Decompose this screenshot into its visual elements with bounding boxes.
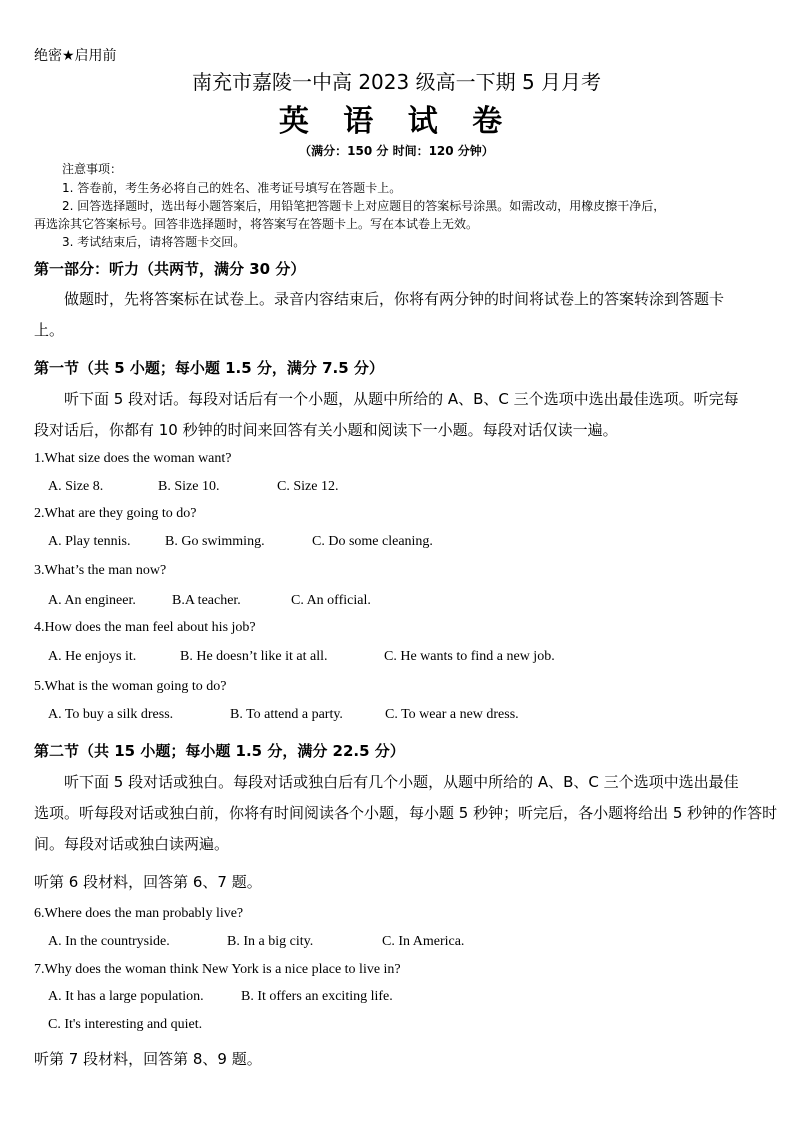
note-item-3: 3. 考试结束后，请将答题卡交回。 [62,235,246,249]
option-a: A. It has a large population. [48,989,204,1004]
section2-heading: 第二节（共 15 小题；每小题 1.5 分，满分 22.5 分） [34,742,405,760]
note-item-1: 1. 答卷前，考生务必将自己的姓名、准考证号填写在答题卡上。 [62,181,402,195]
option-c: C. Do some cleaning. [312,534,433,549]
option-a: A. In the countryside. [48,934,170,949]
question-7-options-ab [48,989,393,1005]
section2-intro-line1: 听下面 5 段对话或独白。每段对话或独白后有几个小题，从题中所给的 A、B、C 三个选项中选出最佳 [64,773,739,791]
option-a: A. Size 8. [48,479,104,494]
option-a: A. Play tennis. [48,534,131,549]
option-a: A. He enjoys it. [48,649,137,664]
question-5: 5.What is the woman going to do? [34,679,227,694]
section2-intro-line2: 选项。听每段对话或独白前，你将有时间阅读各个小题，每小题 5 秒钟；听完后，各小题将给出 5 秒钟的作答时 [34,804,778,822]
question-1: 1.What size does the woman want? [34,451,232,466]
option-b: B. Go swimming. [165,534,265,549]
option-a: A. An engineer. [48,593,136,608]
question-4: 4.How does the man feel about his job? [34,620,256,635]
option-c: C. To wear a new dress. [385,707,519,722]
option-b: B.A teacher. [172,593,241,608]
question-7: 7.Why does the woman think New York is a nice place to live in? [34,962,401,977]
section1-intro-line2: 段对话后，你都有 10 秒钟的时间来回答有关小题和阅读下一小题。每段对话仅读一遍。 [34,421,618,439]
note-item-2: 2. 回答选择题时，选出每小题答案后，用铅笔把答题卡上对应题目的答案标号涂黑。如需改动，用橡皮擦干净后， [62,199,666,213]
material-7-label: 听第 7 段材料，回答第 8、9 题。 [34,1050,262,1068]
section2-intro-line3: 间。每段对话或独白读两遍。 [34,835,230,853]
material-6-label: 听第 6 段材料，回答第 6、7 题。 [34,873,262,891]
question-5-options [48,707,519,723]
option-c: C. In America. [382,934,465,949]
subject-title: 英 语 试 卷 [278,104,515,139]
question-3: 3.What’s the man now? [34,563,167,578]
option-a: A. To buy a silk dress. [48,707,174,722]
question-2-options [48,534,433,550]
confidential-mark: 绝密★启用前 [34,48,117,64]
exam-title: 南充市嘉陵一中高 2023 级高一下期 5 月月考 [191,70,602,94]
part1-intro-line1: 做题时，先将答案标在试卷上。录音内容结束后，你将有两分钟的时间将试卷上的答案转涂到答题卡 [64,290,725,308]
score-time-info: （满分：150 分 时间：120 分钟） [299,144,494,158]
question-3-options [48,593,371,609]
section1-intro-line1: 听下面 5 段对话。每段对话后有一个小题，从题中所给的 A、B、C 三个选项中选出最佳选项。听完每 [64,390,739,408]
question-6: 6.Where does the man probably live? [34,906,244,921]
part1-heading: 第一部分：听力（共两节，满分 30 分） [34,260,306,278]
question-7-option-c [48,1017,202,1033]
option-b: B. He doesn’t like it at all. [180,649,328,664]
question-6-options [48,934,464,950]
option-c: C. Size 12. [277,479,339,494]
note-item-2-cont: 再选涂其它答案标号。回答非选择题时，将答案写在答题卡上。写在本试卷上无效。 [34,217,479,231]
option-b: B. Size 10. [158,479,220,494]
option-c: C. An official. [291,593,371,608]
option-c: C. It's interesting and quiet. [48,1017,203,1032]
option-c: C. He wants to find a new job. [384,649,555,664]
option-b: B. In a big city. [227,934,314,949]
option-b: B. To attend a party. [230,707,343,722]
notes-title: 注意事项： [62,162,123,176]
question-1-options [48,479,338,495]
question-2: 2.What are they going to do? [34,506,197,521]
option-b: B. It offers an exciting life. [241,989,393,1004]
question-4-options [48,649,555,665]
part1-intro-line2: 上。 [34,321,65,339]
section1-heading: 第一节（共 5 小题；每小题 1.5 分，满分 7.5 分） [34,359,384,377]
